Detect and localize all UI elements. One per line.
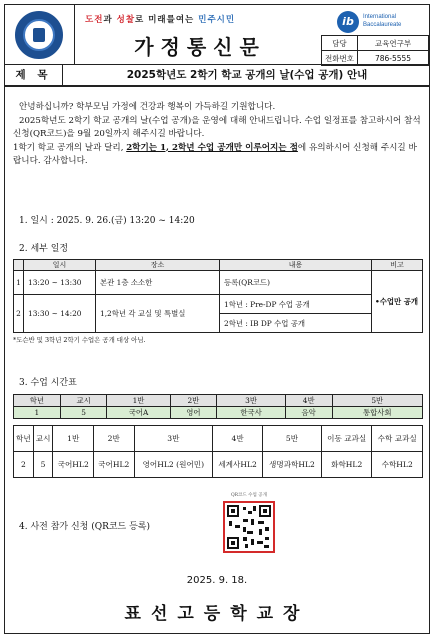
timetable-cell: 영어	[170, 407, 217, 419]
timetable-cell: 5	[60, 407, 107, 419]
intro-emphasis: 2학기는 1, 2학년 수업 공개만 이루어지는 점	[126, 142, 298, 153]
principal-signature: 표선고등학교장	[124, 604, 310, 624]
schedule-time: 13:30 ~ 14:20	[24, 295, 96, 333]
timetable-cell: 2반	[170, 395, 217, 407]
ib-logo	[331, 11, 427, 33]
intro-body	[13, 101, 423, 169]
intro-text: 1학기 학교 공개의 날과 달리,	[13, 142, 127, 153]
header	[5, 5, 429, 65]
issue-date: 2025. 9. 18.	[186, 575, 248, 586]
timetable-cell: 1반	[53, 426, 94, 452]
intro-paragraph	[13, 142, 423, 169]
contact-key: 담당	[322, 36, 358, 51]
schedule-table	[13, 259, 423, 333]
timetable-cell: 1반	[107, 395, 170, 407]
timetable-cell: 화학HL2	[321, 452, 371, 478]
contact-value: 교육연구부	[358, 36, 429, 51]
intro-paragraph: 안녕하십니까? 학부모님 가정에 건강과 행복이 가득하길 기원합니다.	[19, 102, 276, 112]
slogan-part: 성찰	[116, 15, 136, 25]
school-seal-icon	[15, 11, 63, 59]
timetable-cell: 이동 교과실	[321, 426, 371, 452]
schedule-no: 2	[14, 295, 24, 333]
timetable-cell: 한국사	[217, 407, 286, 419]
timetable-cell: 영어HL2 (원어민)	[134, 452, 213, 478]
page-title: 가정통신문	[134, 35, 266, 59]
schedule-content: 1학년 : Pre-DP 수업 공개	[220, 295, 372, 314]
timetable-cell: 4반	[285, 395, 332, 407]
contact-value: 786-5555	[358, 51, 429, 66]
slogan-part: 과	[103, 15, 117, 25]
schedule-note: *도슨반 및 3학년 2학기 수업은 공개 대상 아님.	[13, 336, 146, 344]
timetable-grade1	[13, 394, 423, 419]
section-datetime: 1. 일시 : 2025. 9. 26.(금) 13:20 ~ 14:20	[19, 216, 195, 226]
timetable-cell: 5반	[262, 426, 321, 452]
schedule-remark: •수업만 공개	[372, 271, 423, 333]
slogan-part: 민주시민	[198, 15, 236, 25]
notice-page	[4, 4, 430, 634]
subject-text: 2025학년도 2학기 학교 공개의 날(수업 공개) 안내	[126, 69, 368, 81]
timetable-cell: 교시	[33, 426, 53, 452]
timetable-cell: 5	[33, 452, 53, 478]
slogan-part: 도전	[85, 15, 104, 25]
timetable-cell: 통합사회	[332, 407, 422, 419]
timetable-grade2	[13, 425, 423, 478]
timetable-cell: 수학 교과실	[372, 426, 423, 452]
timetable-cell: 2반	[93, 426, 134, 452]
timetable-cell: 학년	[14, 395, 61, 407]
slogan-part: 로 미래를여는	[135, 15, 199, 25]
ib-logo-text: International Baccalaureate	[363, 14, 402, 28]
timetable-cell: 교시	[60, 395, 107, 407]
schedule-content: 등록(QR코드)	[220, 271, 372, 295]
timetable-cell: 3반	[134, 426, 213, 452]
schedule-header: 장소	[96, 260, 220, 271]
timetable-cell: 국어HL2	[93, 452, 134, 478]
subject-label: 제 목	[5, 65, 63, 85]
schedule-time: 13:20 ~ 13:30	[24, 271, 96, 295]
schedule-header: 비고	[372, 260, 423, 271]
timetable-cell: 4반	[213, 426, 263, 452]
school-slogan	[85, 13, 325, 25]
school-logo-box	[5, 5, 75, 65]
timetable-cell: 학년	[14, 426, 34, 452]
timetable-cell: 3반	[217, 395, 286, 407]
schedule-no: 1	[14, 271, 24, 295]
intro-paragraph: 2025학년도 2학기 학교 공개의 날(수업 공개)을 운영에 대해 안내드립니다. 수업 일정표를 참고하시어 참석 신청(QR코드)을 9월 20일까지 해주시길 바랍니다.	[13, 115, 421, 139]
section-schedule-title: 2. 세부 일정	[19, 244, 69, 254]
schedule-place: 1,2학년 각 교실 및 특별실	[96, 295, 220, 333]
timetable-cell: 세계사HL2	[213, 452, 263, 478]
qr-label: QR코드 수업 공개	[230, 493, 268, 498]
contact-key: 전화번호	[322, 51, 358, 66]
timetable-cell: 수학HL2	[372, 452, 423, 478]
schedule-place: 본관 1층 소소한	[96, 271, 220, 295]
schedule-header: 내용	[220, 260, 372, 271]
section-timetable-title: 3. 수업 시간표	[19, 378, 77, 388]
timetable-cell: 국어A	[107, 407, 170, 419]
qr-code-icon[interactable]	[223, 501, 275, 553]
schedule-header: 일시	[24, 260, 96, 271]
timetable-cell: 1	[14, 407, 61, 419]
subject-row	[5, 65, 429, 87]
schedule-content: 2학년 : IB DP 수업 공개	[220, 314, 372, 333]
ib-mark-icon: ib	[337, 11, 359, 33]
intro-text: 에 유의하시어 신청해 주시길 바랍니다. 감사합니다.	[13, 142, 417, 166]
section-registration-title: 4. 사전 참가 신청 (QR코드 등록)	[19, 522, 151, 532]
timetable-cell: 국어HL2	[53, 452, 94, 478]
timetable-cell: 음악	[285, 407, 332, 419]
timetable-cell: 5반	[332, 395, 422, 407]
timetable-cell: 2	[14, 452, 34, 478]
timetable-cell: 생명과학HL2	[262, 452, 321, 478]
contact-table	[321, 35, 429, 66]
